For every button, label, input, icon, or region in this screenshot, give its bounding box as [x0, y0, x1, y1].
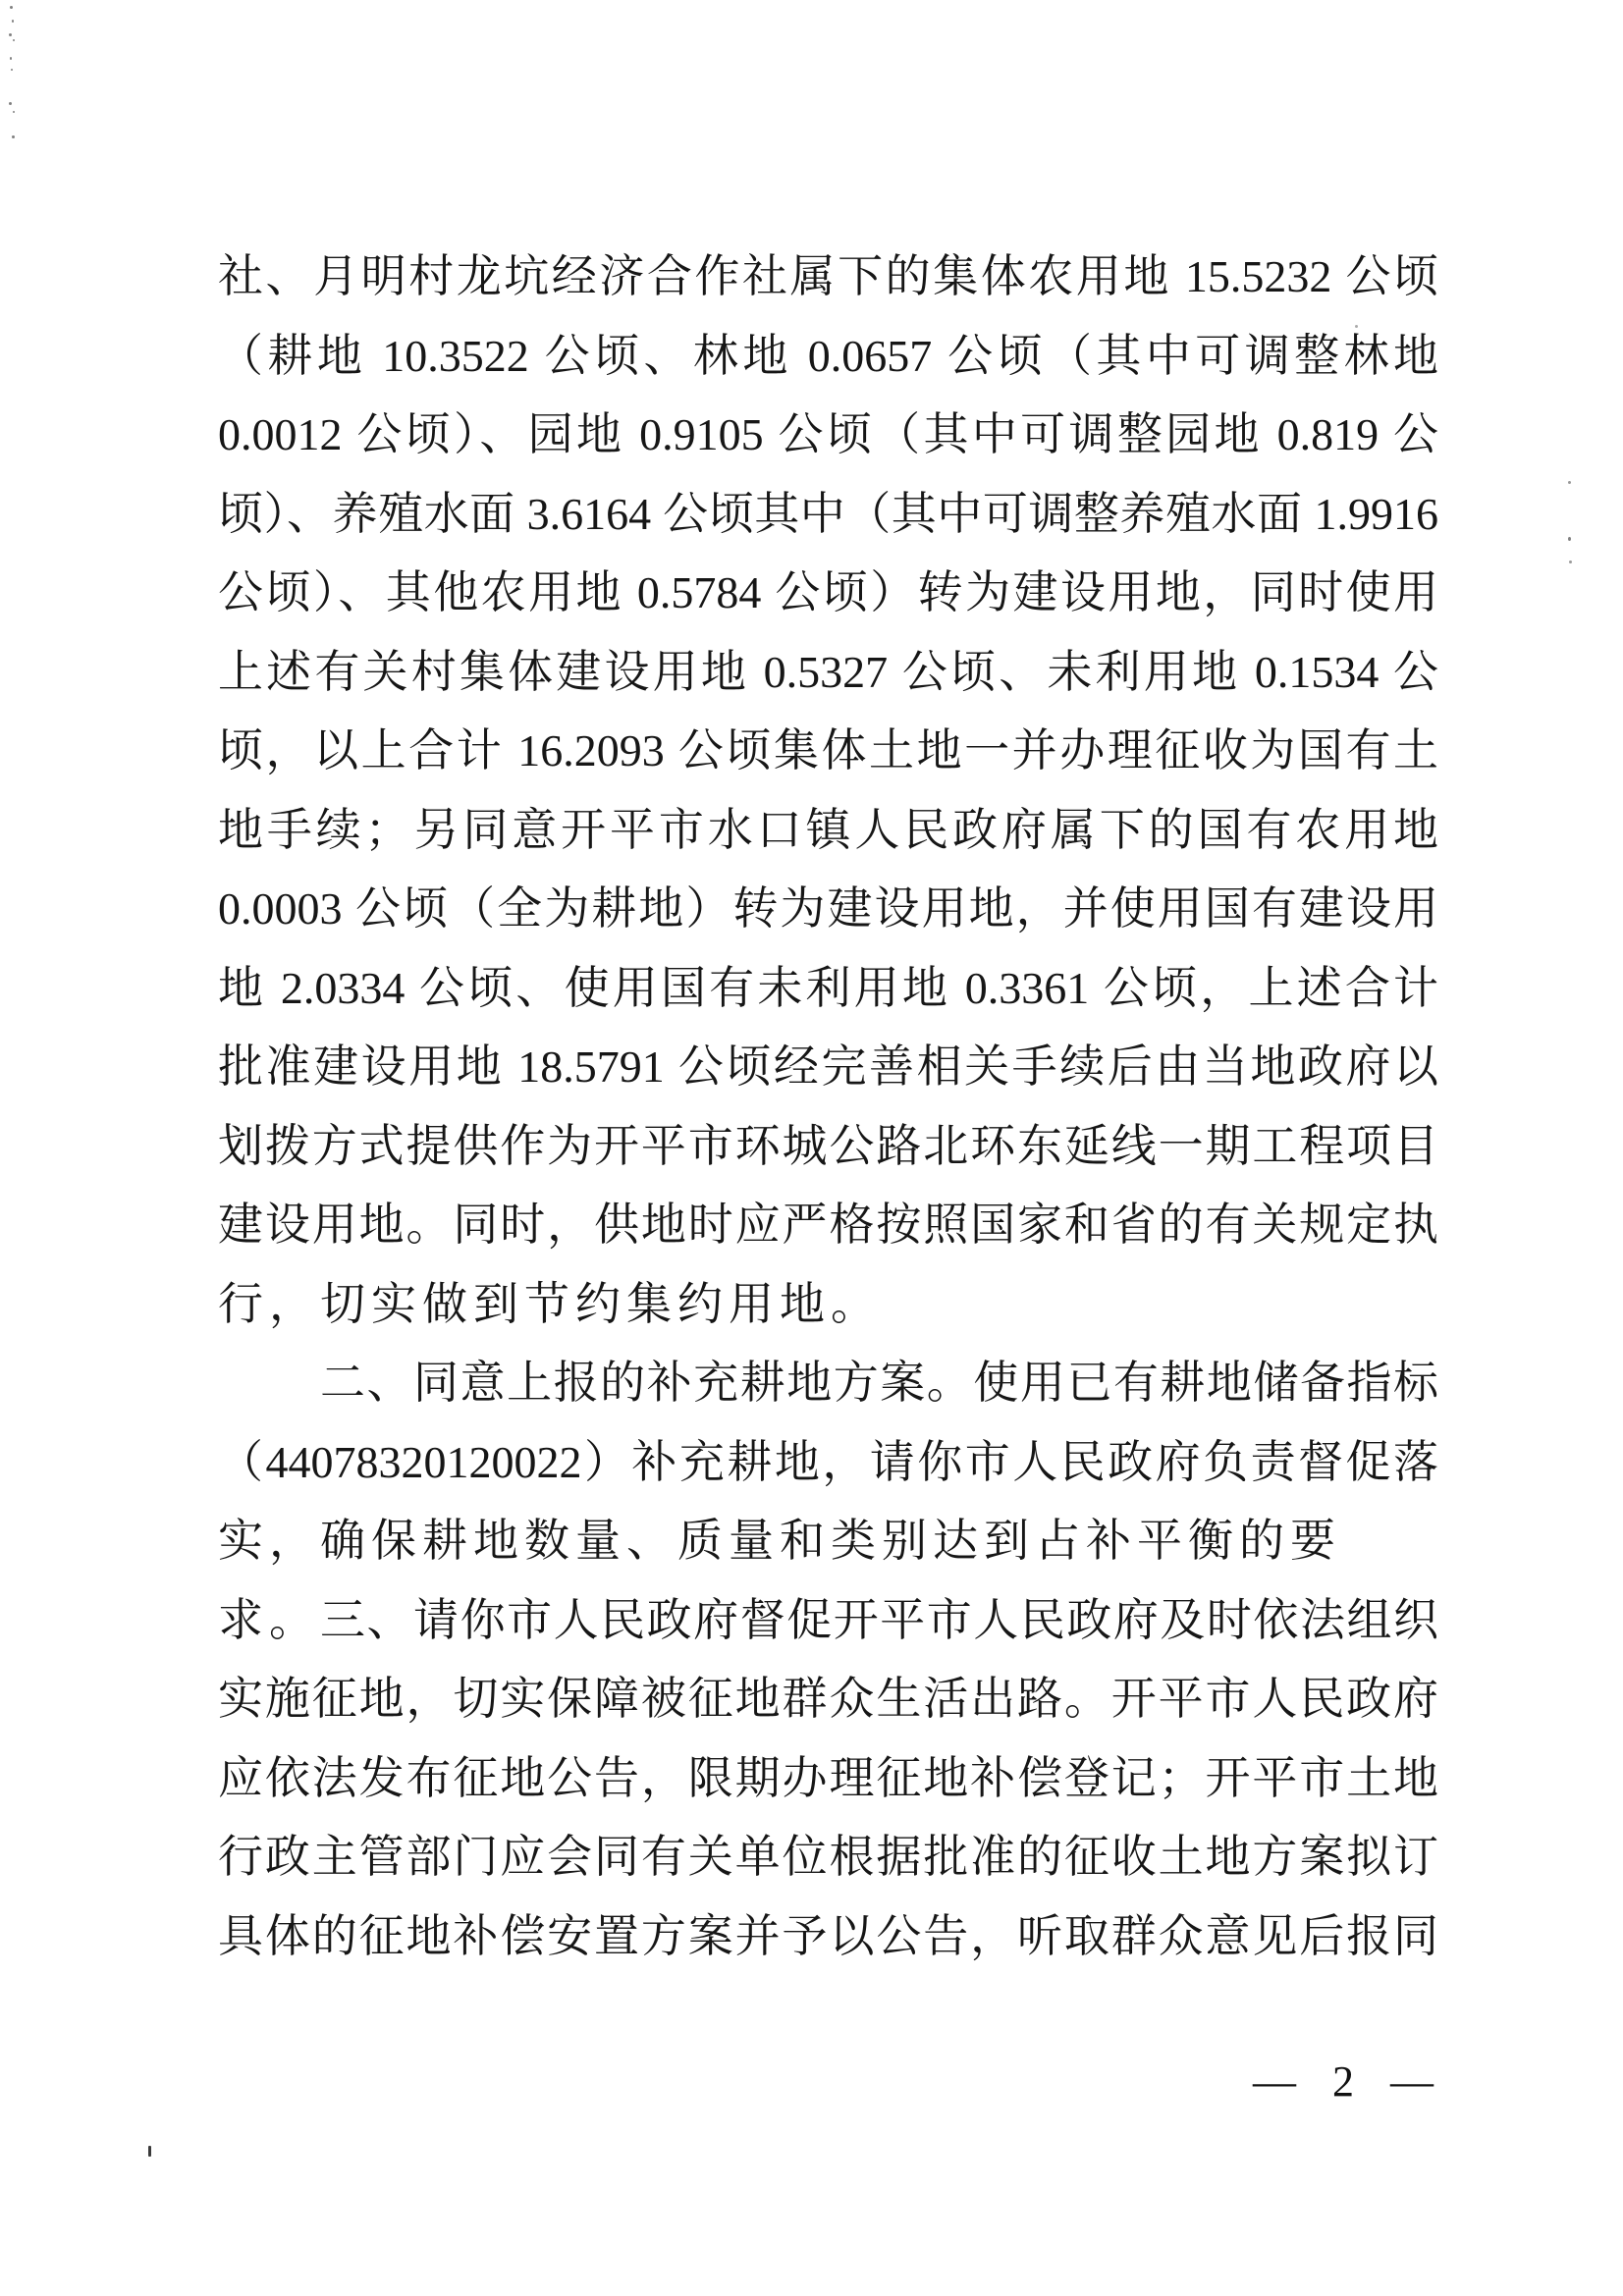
text-line: 顷，以上合计 16.2093 公顷集体土地一并办理征收为国有土 [218, 725, 1438, 775]
text-line: 实施征地，切实保障被征地群众生活出路。开平市人民政府 [218, 1674, 1438, 1724]
scan-speck [1568, 481, 1571, 484]
text-line: （耕地 10.3522 公顷、林地 0.0657 公顷（其中可调整林地 [218, 330, 1438, 381]
scan-speck [1569, 561, 1572, 563]
scan-speck [12, 135, 15, 138]
scan-tick [148, 2146, 151, 2157]
scan-speck [13, 111, 15, 113]
text-line: 地手续；另同意开平市水口镇人民政府属下的国有农用地 [218, 804, 1438, 855]
text-line: 上述有关村集体建设用地 0.5327 公顷、未利用地 0.1534 公 [218, 646, 1438, 697]
scan-speck [11, 69, 13, 71]
text-line: 公顷）、其他农用地 0.5784 公顷）转为建设用地，同时使用 [218, 567, 1438, 617]
text-line-paragraph-start: 二、同意上报的补充耕地方案。使用已有耕地储备指标 [320, 1358, 1438, 1408]
text-line: 划拨方式提供作为开平市环城公路北环东延线一期工程项目 [218, 1120, 1438, 1171]
text-line: 具体的征地补偿安置方案并予以公告，听取群众意见后报同 [218, 1910, 1438, 1961]
text-line: 批准建设用地 18.5791 公顷经完善相关手续后由当地政府以 [218, 1041, 1438, 1092]
document-body [218, 238, 1438, 1976]
text-line-paragraph-start: 三、请你市人民政府督促开平市人民政府及时依法组织 [320, 1594, 1438, 1645]
text-line: 行政主管部门应会同有关单位根据批准的征收土地方案拟订 [218, 1832, 1438, 1882]
text-line: 行，切实做到节约集约用地。 [218, 1278, 882, 1329]
text-line: 实，确保耕地数量、质量和类别达到占补平衡的要求。 [218, 1516, 1341, 1645]
text-line: 应依法发布征地公告，限期办理征地补偿登记；开平市土地 [218, 1752, 1438, 1803]
page-footer [1253, 2056, 1449, 2107]
page-number: — 2 — [1253, 2057, 1434, 2106]
text-line: （44078320120022）补充耕地，请你市人民政府负责督促落 [218, 1436, 1438, 1487]
scan-speck [1568, 537, 1571, 541]
scan-speck [9, 33, 12, 36]
text-line: 顷）、养殖水面 3.6164 公顷其中（其中可调整养殖水面 1.9916 [218, 488, 1439, 539]
scan-speck [10, 6, 13, 9]
text-line: 地 2.0334 公顷、使用国有未利用地 0.3361 公顷，上述合计 [218, 962, 1438, 1013]
scan-speck [9, 102, 12, 105]
text-line: 0.0012 公顷）、园地 0.9105 公顷（其中可调整园地 0.819 公 [218, 409, 1438, 459]
scan-speck [10, 57, 12, 60]
text-line: 社、月明村龙坑经济合作社属下的集体农用地 15.5232 公顷 [218, 251, 1438, 301]
scan-speck [12, 20, 14, 23]
scan-speck [13, 39, 15, 41]
text-line: 0.0003 公顷（全为耕地）转为建设用地，并使用国有建设用 [218, 883, 1438, 934]
text-line: 建设用地。同时，供地时应严格按照国家和省的有关规定执 [218, 1200, 1438, 1250]
